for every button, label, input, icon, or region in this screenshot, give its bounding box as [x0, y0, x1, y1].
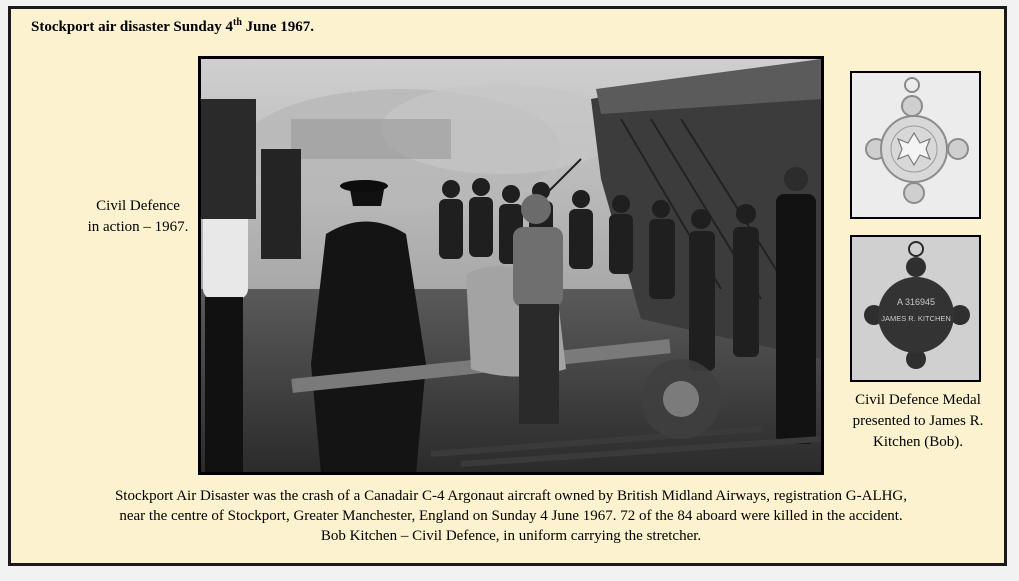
civil-defence-caption-line2: in action – 1967. [87, 219, 189, 235]
civil-defence-caption-line1: Civil Defence [96, 198, 180, 214]
description-line3: Bob Kitchen – Civil Defence, in uniform carrying the stretcher. [320, 528, 702, 544]
title-ordinal-suffix: th [232, 17, 242, 28]
disaster-description [51, 486, 971, 546]
medal-back-photo [850, 235, 981, 382]
medal-engraving-number: A 316945 [896, 297, 936, 307]
medal-caption-line1: Civil Defence Medal [855, 392, 981, 408]
content-panel [8, 6, 1007, 566]
medal-front-photo [850, 71, 981, 219]
description-line2: near the centre of Stockport, Greater Manchester, England on Sunday 4 June 1967. 72 of the 84 aboard were killed in the accident. [119, 508, 903, 524]
medal-caption [838, 390, 998, 453]
page-title [31, 17, 314, 36]
disaster-photo [198, 56, 824, 475]
medal-engraving-name: JAMES R. KITCHEN [881, 314, 951, 323]
title-rest: June 1967. [241, 19, 314, 35]
medal-caption-line3: Kitchen (Bob). [873, 434, 963, 450]
description-line1: Stockport Air Disaster was the crash of a Canadair C-4 Argonaut aircraft owned by British Midland Airways, registration G-ALHG, [114, 488, 908, 504]
medal-front-image [852, 73, 979, 217]
medal-caption-line2: presented to James R. [852, 413, 984, 429]
title-main: Stockport air disaster Sunday 4 [31, 19, 233, 35]
civil-defence-caption [63, 196, 213, 238]
